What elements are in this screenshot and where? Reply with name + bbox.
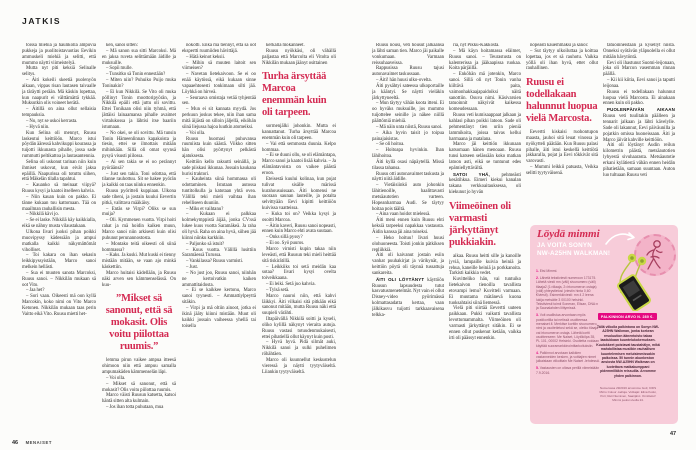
- paragraph: – Sori vaan. Oikeesti mä oon kyllä Marcokin, koko nimi on Vito Marco Ketonen. Nikkilän mukaan taas perin Vaitto eikä Vito. Ruusu mietti het-: [22, 294, 96, 317]
- contest-rule: 3. Voit osallistua arvontaan myös postikortilla tai netissä osoitteessa menaiset.fi. Merkitse korttiin sivunumero, nimi ja osoitetietosi sekä se, oletko tilaaja vai irtonumeron ostaja. Lähetä kortti osoitteeseen: Me Naiset, Löytökilpa 35, PL 101, 00002 Helsinki. Osoitetta voidaan käyttää suoramarkkinointitarkoituksiin.: [536, 313, 600, 348]
- paragraph: – Just.: [186, 265, 199, 271]
- paragraph: Keittiön kello raksutti seinällä, ja sade piiskasi ikkunaa. Jossain kaukana hurisi traktori.: [182, 159, 256, 177]
- promo-headline: [537, 242, 610, 258]
- paragraph: Marco väisti Ruusun katsetta, katsoi häntä sitten alta kulmain.: [102, 393, 176, 405]
- paragraph: – Mummi leikkii patsasta, Veikka selitti tyytyväisenä.: [526, 165, 598, 176]
- paragraph: Äiti kyllä osasi näpäytellä. Missä tilassa tahansa.: [372, 159, 444, 171]
- paragraph: Ruusu otti autonavaimet taskusta ja näytti niitä äidille.: [372, 171, 444, 183]
- paragraph: – Niin kauan kuin on pakko. Ei tänne kukaan tuu kattomaan. Tää on maailman rauhallisin mesta.: [22, 194, 96, 212]
- paragraph: Ruusu nyökkäsi, oli vähällä paljastaa että Marcolta eli Vitolta oli Nikkilän mukaan jäänyt osittainen: [262, 48, 336, 66]
- paragraph: – Sopii mulle.: [106, 66, 133, 72]
- walkman-product-image: [602, 251, 674, 311]
- paragraph: nopeasti kauemmaksi ja sanoi:: [530, 43, 589, 48]
- paragraph: – Hyvä hyvä. Pidä silmät auki, Nikkilä sanoi ja sulki puhelimen röhähtäen.: [262, 340, 336, 358]
- paragraph: Äiti meni ennen kuin Ruusu ehti keksiä tarpeeksi napakkaa vastausta. Äidin kanssa jäi aina toiseksi.: [372, 218, 444, 235]
- paragraph: – Ai sen takia se ei oo perännyt pyöräänsä?: [102, 159, 176, 171]
- paragraph: Äiti pysähtyi sateessa ulkoportaille ja kääntyi. Se näytti vieläkin järkyttyneeltä.: [372, 83, 444, 101]
- paragraph: Ruusu veti kumisaappaat jalkaan ja kahlasi pihan poikki latoon. Sade oli pehmentänyt tien uriin pieniä lammikoita, joissa taivas kellui harmaana ja matalana.: [449, 113, 521, 142]
- paragraph: nokotti. Enkä mä tiennyt, että sä oot ekspertti ruumiiden hävittäjä.: [182, 43, 256, 54]
- paragraph: – Mä näin unta niistä, Ruusu sanoi.: [376, 124, 443, 130]
- paragraph: Iltapäivällä Nikkilä soitti ja kyseli, oliko kylillä näkynyt vieraita autoja. Ruusu vastasi totuudenmukaisesti, ettei pihatiellä ollut käynyt kuin posti.: [262, 317, 336, 340]
- paragraph: – Montako teitä oikeesti oli siinä hommassa?: [102, 241, 176, 253]
- contest-rules-list: [536, 269, 600, 421]
- paragraph: – Sua ei muuten sanota Marcoksi, Ruusu sanoi. – Nikkilän mukaan sä oot Vito.: [22, 270, 96, 288]
- paragraph-with-lead: PUOLENPÄIVÄN AIKAAN Ruusu veti tuulitakin päälleen ja tennarit jalkaan ja lähti kävelylle. Sade oli lakannut, Eevi päiväunilla ja pojatkin omissa huoneissaan. Äiti ja Marco jäivät kahville keittiöön.: [603, 107, 675, 143]
- promo-fine-print: Numerossa 29/2016 arvoimme Go3, KIDS Micro Colour -kelloja. Voittajat: Elina Koski, Pori; Reti Nieminen, Saarijärvi. Onnittelut! Mimmi juoksi sivulla 24.: [599, 386, 657, 402]
- magazine-name: MENAISET: [25, 440, 53, 445]
- paragraph: Eevi oli ihastunut Suomi-leijonaan, joka oli Marcon vasemman rinnan päällä.: [603, 60, 675, 78]
- paragraph: – Kauheinta siinä hommassa oli odottaminen. Istutaan autossa tuntitolkulla ja katotaan yhtä ovea. Välillä teki mieli vaihtaa ihan rehelliseen duuniin.: [182, 177, 256, 206]
- paragraph: – Vietäisiinkö auto johonkin lähitienoille, haalittavasti metsäautotien varteen. Hopeanharmaa Audi. Se täytyy hoitaa pois täältä.: [372, 183, 444, 212]
- paragraph: Äiti oli löytänyt Audin reilun kilometrin päästä, metsäautotien lyhyestä sivuhaarasta. Metsäautotie erkani kylätiestä vähän ennen heidän pihatietään, samaan suuntaan. Auton luo tultuaan Ruusu veti: [603, 143, 675, 178]
- paragraph: – Mihin sä muuten laitoit sen viimeisen?: [182, 60, 256, 72]
- paragraph: – Tunsitko sä Tonin ennestään?: [106, 72, 166, 78]
- paragraph: Eteisestä kuului kolinaa, kun pojat tulivat sisälle märissä kurahousuissaan. Äiti komensi ne suoraan saunan lauteille, ja potalta selvittyään Eevi kipitti keittiöön kuivissa vaatteissa.: [262, 176, 336, 212]
- story-column-left-1: [22, 43, 96, 421]
- paragraph: Eevertti kiskaisi ruohontupon maasta, jauhoi sitä leuat vinossa ja nyökytteli päätään. Kun Ruusu palasi pihalle, äiti istui keskellä keittiötä jakkaralla, pojat ja Eevi tökkivät sitä varovasti.: [526, 130, 598, 165]
- paragraph: sormenjälki johonkin. Mutta ei kannattanut. Turha ärsyttää Marcoa enemmän kuin oli tarpeen.: [262, 124, 336, 141]
- pull-quote: Turha ärsyttää Marcoa enemmän kuin oli tarpeen.: [262, 71, 327, 119]
- paragraph: töissä miehiä ja haulikolla ampuvia pukkeja ja puolitoistavuotias Eevikin ammuskeli miehiä ja selitti, että mummo näytti viimeistelyä.: [22, 43, 96, 66]
- contest-promo-box: [530, 225, 678, 424]
- paragraph: – Oli. Kymmenen vuotta. Virpi hoiti rahat ja mä hoidin kaiken muun, Marco sanoi niin arkisesti kuin olisi puhunut perunannostosta.: [102, 218, 176, 241]
- paragraph: – Mä sanon sua sitti Marcoksi. Mä en jaksa ruveta selittämään äidille ja muksuille.: [102, 48, 176, 66]
- paragraph: Äiti oli kaivanut jostain esiin vanhat puuhakirjat ja värikynät, ja keittiön pöytä oli täynnä tussattuja sankareita.: [372, 253, 444, 276]
- paragraph: – Heko hoituu! Iivari huusi olohuoneesta. Toisti jonkin pätkiksen repliikkiä.: [372, 235, 444, 253]
- paragraph: – No, nyt se uskoi kerrasta.: [26, 118, 78, 124]
- paragraph: Kuvitteliko hän, vai tuntuiko lietekaivon tienoilla tavallista etovampi lemu? Kuvitteli varmaan. Ei muutama mätänevä kuona tuoksahtaisi siinä liemessä.: [449, 277, 521, 306]
- paragraph: – Hätä keinot keksii.: [186, 54, 226, 60]
- paragraph: – Mikset sä sanonut, että sä mokasit? Olis voitu piilottaa ruumis.: [102, 381, 176, 393]
- paragraph: Ruusu nousi, veti housut jalkaansa ja lähti saman tien. Marco jäi paikalle vonkumaan. Varmaan reissuhaaveissa.: [372, 43, 444, 66]
- paragraph: – Ei kun Nikkilä. Se Vito oli muka pöllinyt Tonin moottoripyörän, ja Nikkilä epäili että juttu oli sovittu. Ettei Tonikaan olisi niin tyhmä, että jättäisi lainaamansa pihalle avaimet virtalukossa ja lähtisi itse baariin istumaan.: [102, 89, 176, 130]
- paragraph: – Ei leiki. Setä juo kahvia.: [266, 282, 316, 288]
- paragraph: aikaa. Ruusu heitti sille ja kanoille jyviä, lampaille kuivia heiniä ja rehua, kaneille heiniä ja porkkanoita. Tarkisti kaikkia vedet.: [449, 253, 521, 277]
- pull-quote: Viimeöinen oli varmasti järkyttänyt pukkiakin.: [449, 200, 511, 248]
- paragraph: ria, nyt Pikku-Kakkosta.: [453, 43, 500, 48]
- paragraph: Marco nauroi niin, että kahvi läikkyi. Äiti vilkaisi sitä pitkään eikä sanonut mitään, mutta Ruusu näki että suupieli värähti.: [262, 293, 336, 317]
- paragraph: – Voi olla.: [186, 130, 206, 136]
- story-column-left-2: [102, 43, 176, 421]
- right-page-number: 47: [670, 431, 677, 437]
- story-column-left-3: [182, 43, 256, 421]
- paragraph-with-lead: ÄITI OLI LÖYTÄNYT käyttöön Ruusun lapsuudesta tutut kasvatusmenetelmät. Nyt vain ei ollut Disney-video pyörimässä kolmattasadatta kertaa, vaan jälkikasvu tuijotti tarkkaavaisena telkka-: [372, 276, 444, 318]
- story-column-right-1: [372, 43, 444, 421]
- paragraph: – Kaks. Ja kuski. Mut kuski ei tienny mistään mitään, se vaan ajo minkä käskettiin.: [102, 253, 176, 271]
- story-column-right-4: [603, 43, 675, 223]
- paragraph: Marco oli kuunnellut keskustelun vieressä ja näytti tyytyväiseltä. Liiankin tyytyväiseltä.: [262, 358, 336, 375]
- contest-rule: 5. Vastausten on oltava perillä viimeistään 7.9.2016.: [536, 366, 600, 375]
- footer-left: [12, 431, 52, 449]
- paragraph: – Just sen takia. Toni odottaa, että tilanne rauhottuu. Sit se hakee pyörän ja kaikki on taas niinku ennenkin.: [102, 171, 176, 189]
- paragraph: – Jaa het?: [26, 288, 45, 294]
- left-page-number: 46: [12, 440, 19, 446]
- paragraph: – Hoitoapa hyvinkin. Ihan lähihoitoa.: [372, 148, 444, 160]
- paragraph: – Nikkilä kävi jo.: [26, 212, 59, 218]
- paragraph: – Jos ihan totta puhutaan, mua: [106, 405, 164, 411]
- paragraph: – Aina vaan hoidot mielessä.: [376, 212, 431, 218]
- contest-rule: 4. Palkinnot arvotaan kaikkien vastanneiden kesken, ja voittajien nimet julkaistaan viikoittain Me Naiset -lehdessä.: [536, 350, 600, 364]
- paragraph: – Seuraava omistaja vetää tyhjentää sen.: [182, 95, 256, 107]
- paragraph: – No okei, se oli sovittu. Mä tunsin Tonin Hämeenlinnan kapakoista ja tiesin, ettei se ilmottais mitään mihinkään. Sillä oli omat syynsä pysyä visusti piilossa.: [102, 130, 176, 160]
- curved-arrow-icon: [604, 229, 638, 247]
- paragraph: – Mä käyn hoitamassa eläimet, Ruusu sanoi. – Teurastusta on kalenterissa ja jääkaapissa ruokaa. Koita pärjäillä.: [449, 48, 521, 72]
- paragraph: – Vai että semmosta duunia. Kelpo hommaa.: [262, 141, 336, 153]
- paragraph: kerkalla mokanneet.: [266, 43, 305, 48]
- paragraph: lemma pirun vaikee ampua itteesä ohimoon niin että ampuu samalla ampumakäden kämmenselän läpi.: [102, 358, 176, 375]
- paragraph: – No just joo, Ruusu sanoi, niinhän ne kertoivatkin kaiken ammattitaidosta.: [182, 270, 256, 288]
- prize-description: Tällä viikolla palkintona on Sonyn NW-A25HN Walkman, jonka korkean resoluution äänentoisto takaa laadukkaan kuuntelukokemuksen. Kuulokkeet poistavat taustahälyn, mikä mahdollistaa musiikin rauhallisen kuuntelemisen meluisimmissakin paikoissa. 50 tunnin akunkeston ansiosta NW-A25HN Walkman on luotettava matkakumppani pidemmilläkin reissuilla. Arvomme yhden palkinnon.: [596, 325, 660, 378]
- pull-quote: ”Mikset sä sanonut, että sä mokasit. Olis voitu piilottaa ruumis.”: [105, 293, 173, 353]
- paragraph: – Sut täytyy ulkoiluttaa ja koittaa lopettaa, jos et sä rauhotu. Vaikka yöllä oli ihan hyvä, ettet ollut rauhallinen.: [526, 48, 598, 72]
- paragraph: – Vankilassa? Ruusu varmisti.: [186, 259, 244, 265]
- paragraph: – Paljonko sä istuit?: [186, 241, 225, 247]
- paragraph: – Virpi ja mä oltiin ainoot, jotka ei ikinä jääty kiinni mistään. Muut oli kaikki jossain vaiheessa yhellä tai toisella: [182, 305, 256, 329]
- prize-value-band: PALKINNON ARVO N. 280 €.: [598, 313, 657, 320]
- paragraph: – Entäs se Virpi? Oliks se sun muija?: [102, 206, 176, 218]
- paragraph: Marco virnisti kupin takaa niin leveästi, että Ruusun teki mieli heittää sitä tiskirätillä.: [262, 246, 336, 264]
- paragraph: – Mun ei sit kannata myydä. Jos perkuun joskus tekee, niin ihan sama mitä äijästä on silloin jäljellä, eiköhän siinä liejussa hajoa luutkin atomeiksi.: [182, 107, 256, 130]
- paragraph: – Äiti kokeili skeetiä puolenyön aikaan, vippas risan lautasen taivaalle ja täräytti perään. Mä käskin lopettaa, kun naapurit ei välttämättä tykkää. Muksutkin olis voineet herätä.: [22, 78, 96, 107]
- paragraph: – Kukaan ei palkkaa kolmekymppistä äijää, jonka CV:ssä lukee kuus vuotta Saramäkeä. Ja raha oli hyvä. Raha on aina hyvä, siihen jää kiinni niinku karkkiin.: [182, 212, 256, 241]
- paragraph: Marco huitaisi kädellään, ja Ruusu näki arven sen kämmenselässä. On kuu-: [102, 270, 176, 288]
- paragraph: Mutta nyt piti keksiä Selinalle selitys.: [22, 66, 96, 78]
- paragraph: Ruusu huomasi puhuvansa ruumiista kuin säästä. Viikko sitten hän olisi pyörtynyt pelkästä ajatuksesta.: [182, 136, 256, 160]
- paragraph: – Se oli hoitoa.: [376, 142, 405, 148]
- paragraph: – Enköhän mä jotenkin, Marco sanoi. Sillä oli nyt Tonin vanha kiiltävä paita, vaimonhakkaajapaidoiksi näitä sanottiin. Osuva nimi. Käsivarsien tatuoinnit näkyivät kaikessa komeudessaan.: [449, 72, 521, 113]
- contest-rule: 1. Etsi Mimmi.: [536, 269, 558, 273]
- paragraph: – Kuka toi on? Veikka kysyi ja osoitti Marcoa.: [262, 211, 336, 223]
- paragraph: Selina oli uskonut tarinan niin kuin ihmiset uskovat, kun eivät jaksa epäillä. Naapurissa oli totuttu siihen, että Mäkelän tilalla tapahtui.: [22, 159, 96, 183]
- paragraph: – Voi olla.: [106, 375, 126, 381]
- paragraph: – Kii kii kiitia, Eevi sanoi ja taputti leijonaa.: [603, 78, 675, 89]
- paragraph: – Äitin kaveri, Ruusu sanoi nopeasti, ennen kuin Marco ehti avata suutaan.: [262, 223, 336, 235]
- paragraph: – Kauanko sä meinaat viipyä? Ruusu kysyi ja kaatoi itselleen kahvia.: [22, 183, 96, 195]
- paragraph: tatuoinneistaan ja kysellyt niistä. Onneksi syötävän yläpuolella ei ollut mitään hävytöntä.: [603, 43, 675, 60]
- paragraph: – Äitillä on aina ollut sellaisia tempauksia.: [22, 107, 96, 119]
- promo-headline-line2: NW-A25HN WALKMAN!: [537, 249, 611, 257]
- paragraph: – Äiti! hän huusi ulko-ovelta.: [376, 78, 432, 84]
- promo-script-title: Löydä mimmi: [537, 228, 600, 240]
- story-column-right-3: [526, 43, 598, 223]
- paragraph: Ruusu ei todellakaan halunnut luopua vielä Marcosta. Ei ainakaan ennen kuin oli pakko.: [603, 89, 675, 107]
- paragraph: Ulkona Iivari juoksi pihan poikki muovipyssy kädessään ja ampui matkalla kaikki näkymättömät viholliset.: [22, 230, 96, 253]
- paragraph: – Navetan lietekaivoon. Se ei oo enää käytössä, eikä kukaan sinne vapaaehtosesti tonkimaan silti jää. Löyhkä on hirveä.: [182, 72, 256, 95]
- paragraph: Rappusissa Ruusu tajusi autonavaimet taskussaan.: [372, 66, 444, 78]
- paragraph: – Se ei laske. Nikkilä käy kaikkialla, eikä se nähny musta vilaustakaan.: [22, 218, 96, 230]
- paragraph: – Leikkiiks toi setä meidän kaa sotaa? Iivari kysyi ovelta toiveikkaana.: [262, 264, 336, 282]
- paragraph: – Kuus vuotta. Välillä lusittiin Saramäessä Turussa.: [182, 247, 256, 259]
- paragraph: – Miten niin? Puhuiko Puijo muka Toninakin?: [102, 78, 176, 89]
- paragraph: – Toi kakara on ihan sekasin leikkipyssyistään, Marco sanoi melkein hellästi.: [22, 253, 96, 271]
- paragraph: Marco jäi keittiön ikkunaan katsomaan hänen menoaan. Ruusu tunsi katseen selässään koko matkan latoon asti, eikä se tuntunut edes epämiellyttävältä.: [449, 142, 521, 171]
- paragraph: Kun Selina oli mennyt, Ruusu laskeutui keittiöön. Marco istui pöydän ääressä kahvikuppi kourassa ja tuijotti ikkunasta pihalle, jossa sade rummutti peltikattoa ja lautasantennia.: [22, 130, 96, 160]
- paragraph: – Ei se kaikkee kertonu, Marco sanoi tyynesti. – Ammattiylpeyttä sitäkin.: [182, 288, 256, 306]
- story-column-right-2: [449, 43, 521, 421]
- promo-headline-line1: JA VOITA SONYN: [537, 242, 593, 249]
- paragraph-with-lead: SATOI YHÄ, pehmeästi kesätihkua. Eimeri kiekui kanalan takana verkkoaitauksessa, oli kiekunut jo hyvän: [449, 171, 521, 196]
- paragraph: – Miks et vaihtanu?: [186, 206, 224, 212]
- section-label: JATKIS: [22, 16, 62, 26]
- paragraph: – Hyvä niin.: [26, 124, 50, 130]
- paragraph: – Tylsä setä.: [266, 287, 290, 293]
- paragraph: – Onks sillä pyssy?: [266, 235, 303, 241]
- pull-quote: Ruusu ei todellakaan halunnut luopua vielä Marcosta.: [526, 77, 598, 125]
- paragraph: Vielä piti siirtää Eevertti uuteen paikkaan. Pukki vaikutti tavallista levottomammalta. Viimeöinen oli varmasti järkyttänyt sitäkin. Ei se ennen ollut puskenut ketään, vaikka irti oli päässyt ennenkin.: [449, 306, 521, 341]
- paragraph: – Aika hyvin taisit jo toipua painajaisistas.: [372, 130, 444, 142]
- contest-rule: 2. Lähetä tekstiviesti numeroon 173175. Lähetä viesti mn (väli) sivunumero (väli) tilaaja2 (1=tilaaja, 2=irtonumeron ostaja) (väli) yhteystietosi (viestin hinta 0,60 €/viesti). Esimerkkiviesti: mn 4 2 leena lukija metsätie 3 00100 helsinki. Tekstiviesti toimii Soneran, Elisan, DNA:n ja Saunalahden liittymissä.: [536, 275, 598, 311]
- story-column-left-4: [262, 43, 336, 421]
- paragraph: – Ei oo. Syö puuros.: [266, 241, 305, 247]
- paragraph: ken, sanoi sitten:: [106, 43, 138, 48]
- paragraph: – Mun täytyy vähän koota itteni. Ei oo hyväks muksuille, jos mummo tuijottelee seinille ja näkee niillä päättömiä miehiä.: [372, 101, 444, 124]
- paragraph: Ruusu pyöritteli kuppiaan. Ulkona sade tiheni, ja jostain kuului Eevertin pitkä, valittava määkäisy.: [102, 189, 176, 206]
- paragraph: – Ei se duuni ollu, se oli elämäntapa, Marco sanoi ja kaatoi lisää kahvia. – Ja elämäntavoista on vaikee päästä eroon.: [262, 153, 336, 176]
